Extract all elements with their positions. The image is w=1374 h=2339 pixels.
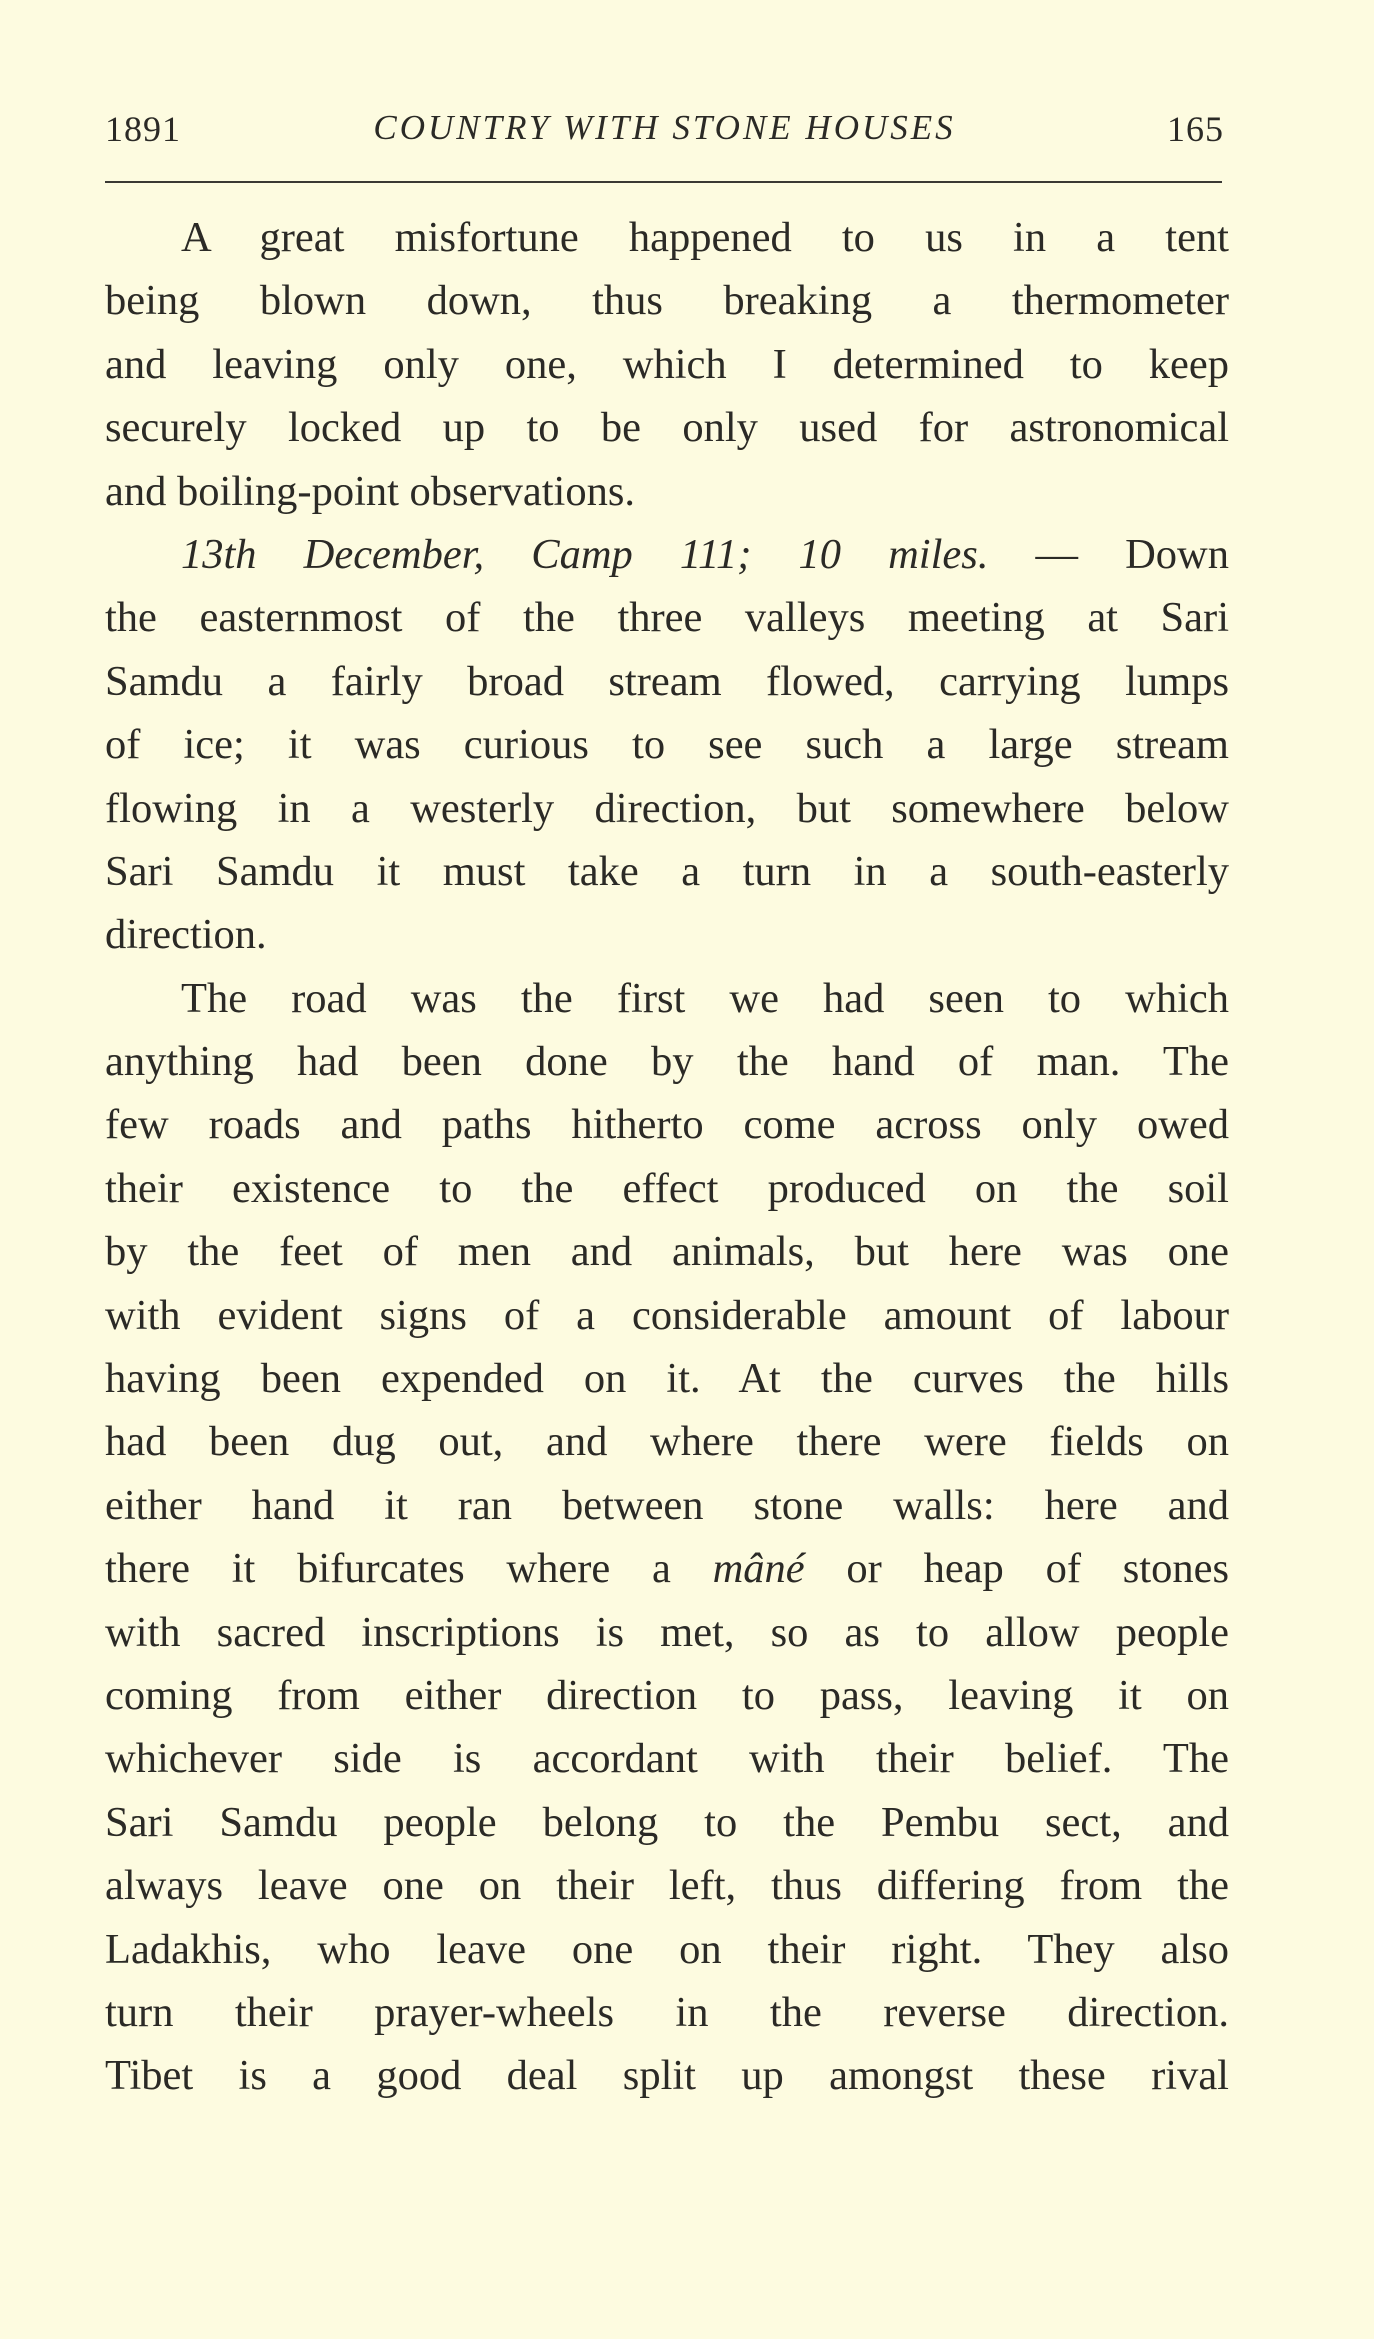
body-text	[105, 206, 1229, 2108]
text-line: Sari Samdu it must take a turn in a south-easterly	[105, 847, 1229, 895]
text-line: flowing in a westerly direction, but somewhere below	[105, 784, 1229, 832]
text-line	[105, 523, 1229, 586]
text-line: securely locked up to be only used for astronomical	[105, 404, 1229, 452]
header-year: 1891	[105, 109, 181, 149]
diary-date-heading: 13th December, Camp 111; 10 miles.	[181, 530, 989, 578]
page-header	[105, 108, 1224, 168]
text-line: by the feet of men and animals, but here was one	[105, 1228, 1229, 1276]
text-line: few roads and paths hitherto come across only owed	[105, 1101, 1229, 1149]
text-line: Ladakhis, who leave one on their right. They also	[105, 1925, 1229, 1973]
text-line: of ice; it was curious to see such a large stream	[105, 721, 1229, 769]
text-line: always leave one on their left, thus differing from the	[105, 1862, 1229, 1910]
text-line: whichever side is accordant with their belief. The	[105, 1735, 1229, 1783]
text-fragment: or heap of stones	[804, 1545, 1229, 1593]
text-line: with sacred inscriptions is met, so as to allow people	[105, 1608, 1229, 1656]
header-rule	[105, 181, 1222, 183]
text-line: their existence to the effect produced on the soil	[105, 1164, 1229, 1212]
text-line: Sari Samdu people belong to the Pembu sect, and	[105, 1798, 1229, 1846]
text-line: having been expended on it. At the curves the hills	[105, 1355, 1229, 1403]
text-line: Samdu a fairly broad stream flowed, carrying lumps	[105, 657, 1229, 705]
text-line: A great misfortune happened to us in a tent	[181, 214, 1229, 261]
running-title: COUNTRY WITH STONE HOUSES	[373, 108, 956, 147]
text-line: the easternmost of the three valleys meeting at Sari	[105, 594, 1229, 642]
text-line: being blown down, thus breaking a thermometer	[105, 277, 1229, 325]
text-line: with evident signs of a considerable amount of labour	[105, 1291, 1229, 1339]
text-line: anything had been done by the hand of man. The	[105, 1038, 1229, 1086]
text-line: The road was the first we had seen to which	[181, 974, 1229, 1022]
text-line: had been dug out, and where there were fields on	[105, 1418, 1229, 1466]
text-line: turn their prayer-wheels in the reverse direction.	[105, 1988, 1229, 2036]
text-fragment: there it bifurcates where a	[105, 1545, 713, 1593]
italic-term-mane: mâné	[712, 1545, 805, 1593]
text-line: coming from either direction to pass, leaving it on	[105, 1671, 1229, 1719]
text-line	[105, 1537, 1229, 1600]
page-number: 165	[1167, 109, 1224, 149]
text-line: and leaving only one, which I determined to keep	[105, 340, 1229, 388]
text-fragment: — Down	[988, 530, 1229, 578]
text-line: Tibet is a good deal split up amongst these rival	[105, 2052, 1229, 2100]
text-line: direction.	[105, 911, 267, 959]
text-line: either hand it ran between stone walls: here and	[105, 1481, 1229, 1529]
text-line: and boiling-point observations.	[105, 467, 636, 515]
